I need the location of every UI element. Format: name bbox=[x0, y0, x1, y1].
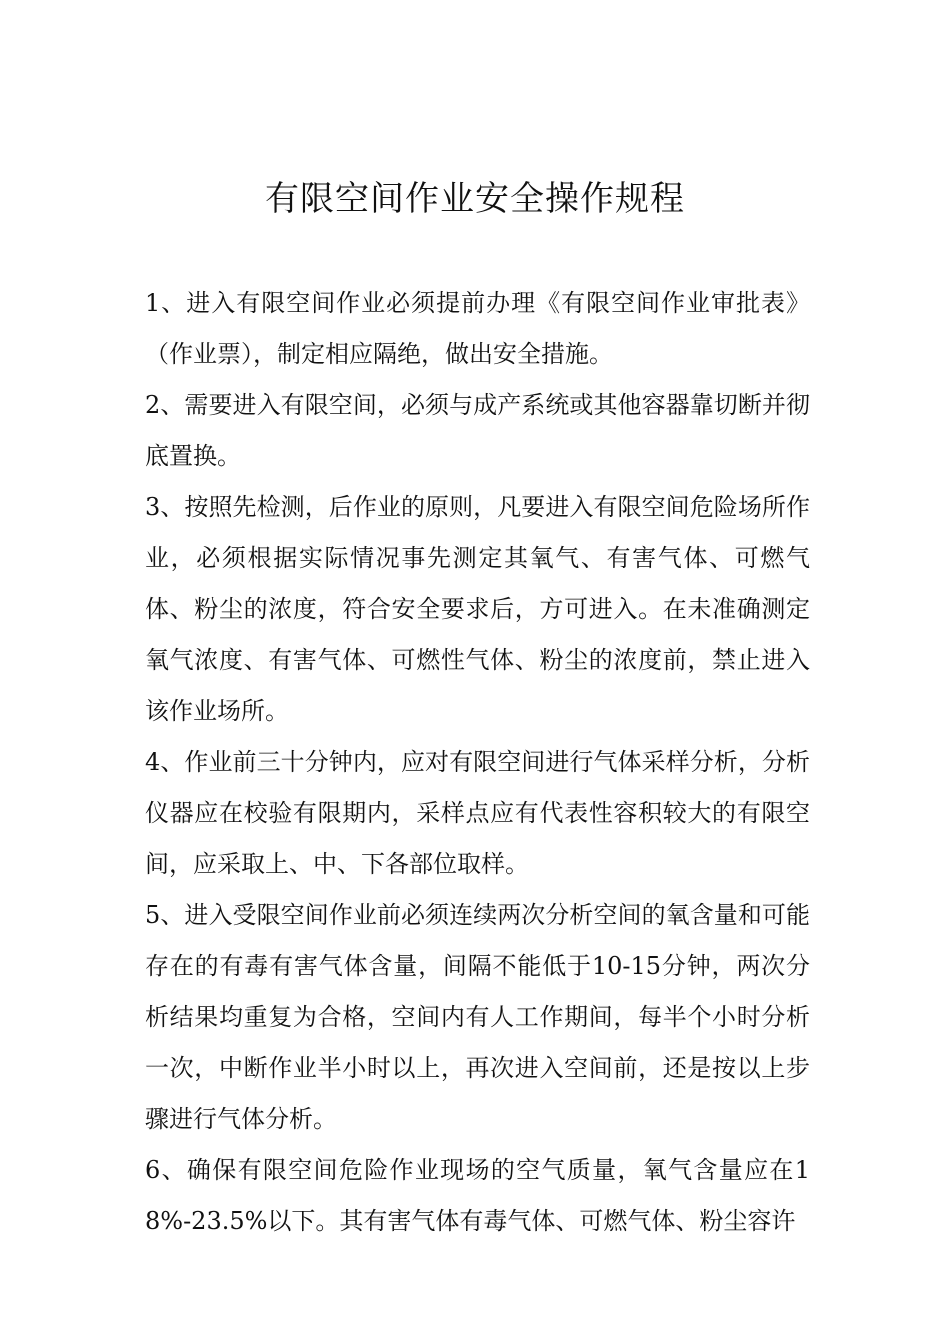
document-title: 有限空间作业安全操作规程 bbox=[265, 179, 685, 219]
paragraph-5: 5、进入受限空间作业前必须连续两次分析空间的氧含量和可能存在的有毒有害气体含量，间隔不能低于10-15分钟，两次分析结果均重复为合格，空间内有人工作期间，每半个小时分析一次，中断作业半小时以上，再次进入空间前，还是按以上步骤进行气体分析。 bbox=[145, 901, 810, 1133]
document-body bbox=[145, 278, 810, 1247]
paragraph-6: 6、确保有限空间危险作业现场的空气质量，氧气含量应在18%-23.5%以下。其有害气体有毒气体、可燃气体、粉尘容许 bbox=[145, 1156, 810, 1235]
paragraph-4: 4、作业前三十分钟内，应对有限空间进行气体采样分析，分析仪器应在校验有限期内，采样点应有代表性容积较大的有限空间，应采取上、中、下各部位取样。 bbox=[145, 748, 810, 878]
paragraph-2: 2、需要进入有限空间，必须与成产系统或其他容器靠切断并彻底置换。 bbox=[145, 391, 810, 470]
paragraph-3: 3、按照先检测，后作业的原则，凡要进入有限空间危险场所作业，必须根据实际情况事先测定其氧气、有害气体、可燃气体、粉尘的浓度，符合安全要求后，方可进入。在未准确测定氧气浓度、有害气体、可燃性气体、粉尘的浓度前，禁止进入该作业场所。 bbox=[145, 493, 810, 725]
paragraph-1: 1、进入有限空间作业必须提前办理《有限空间作业审批表》（作业票），制定相应隔绝，做出安全措施。 bbox=[145, 289, 810, 368]
